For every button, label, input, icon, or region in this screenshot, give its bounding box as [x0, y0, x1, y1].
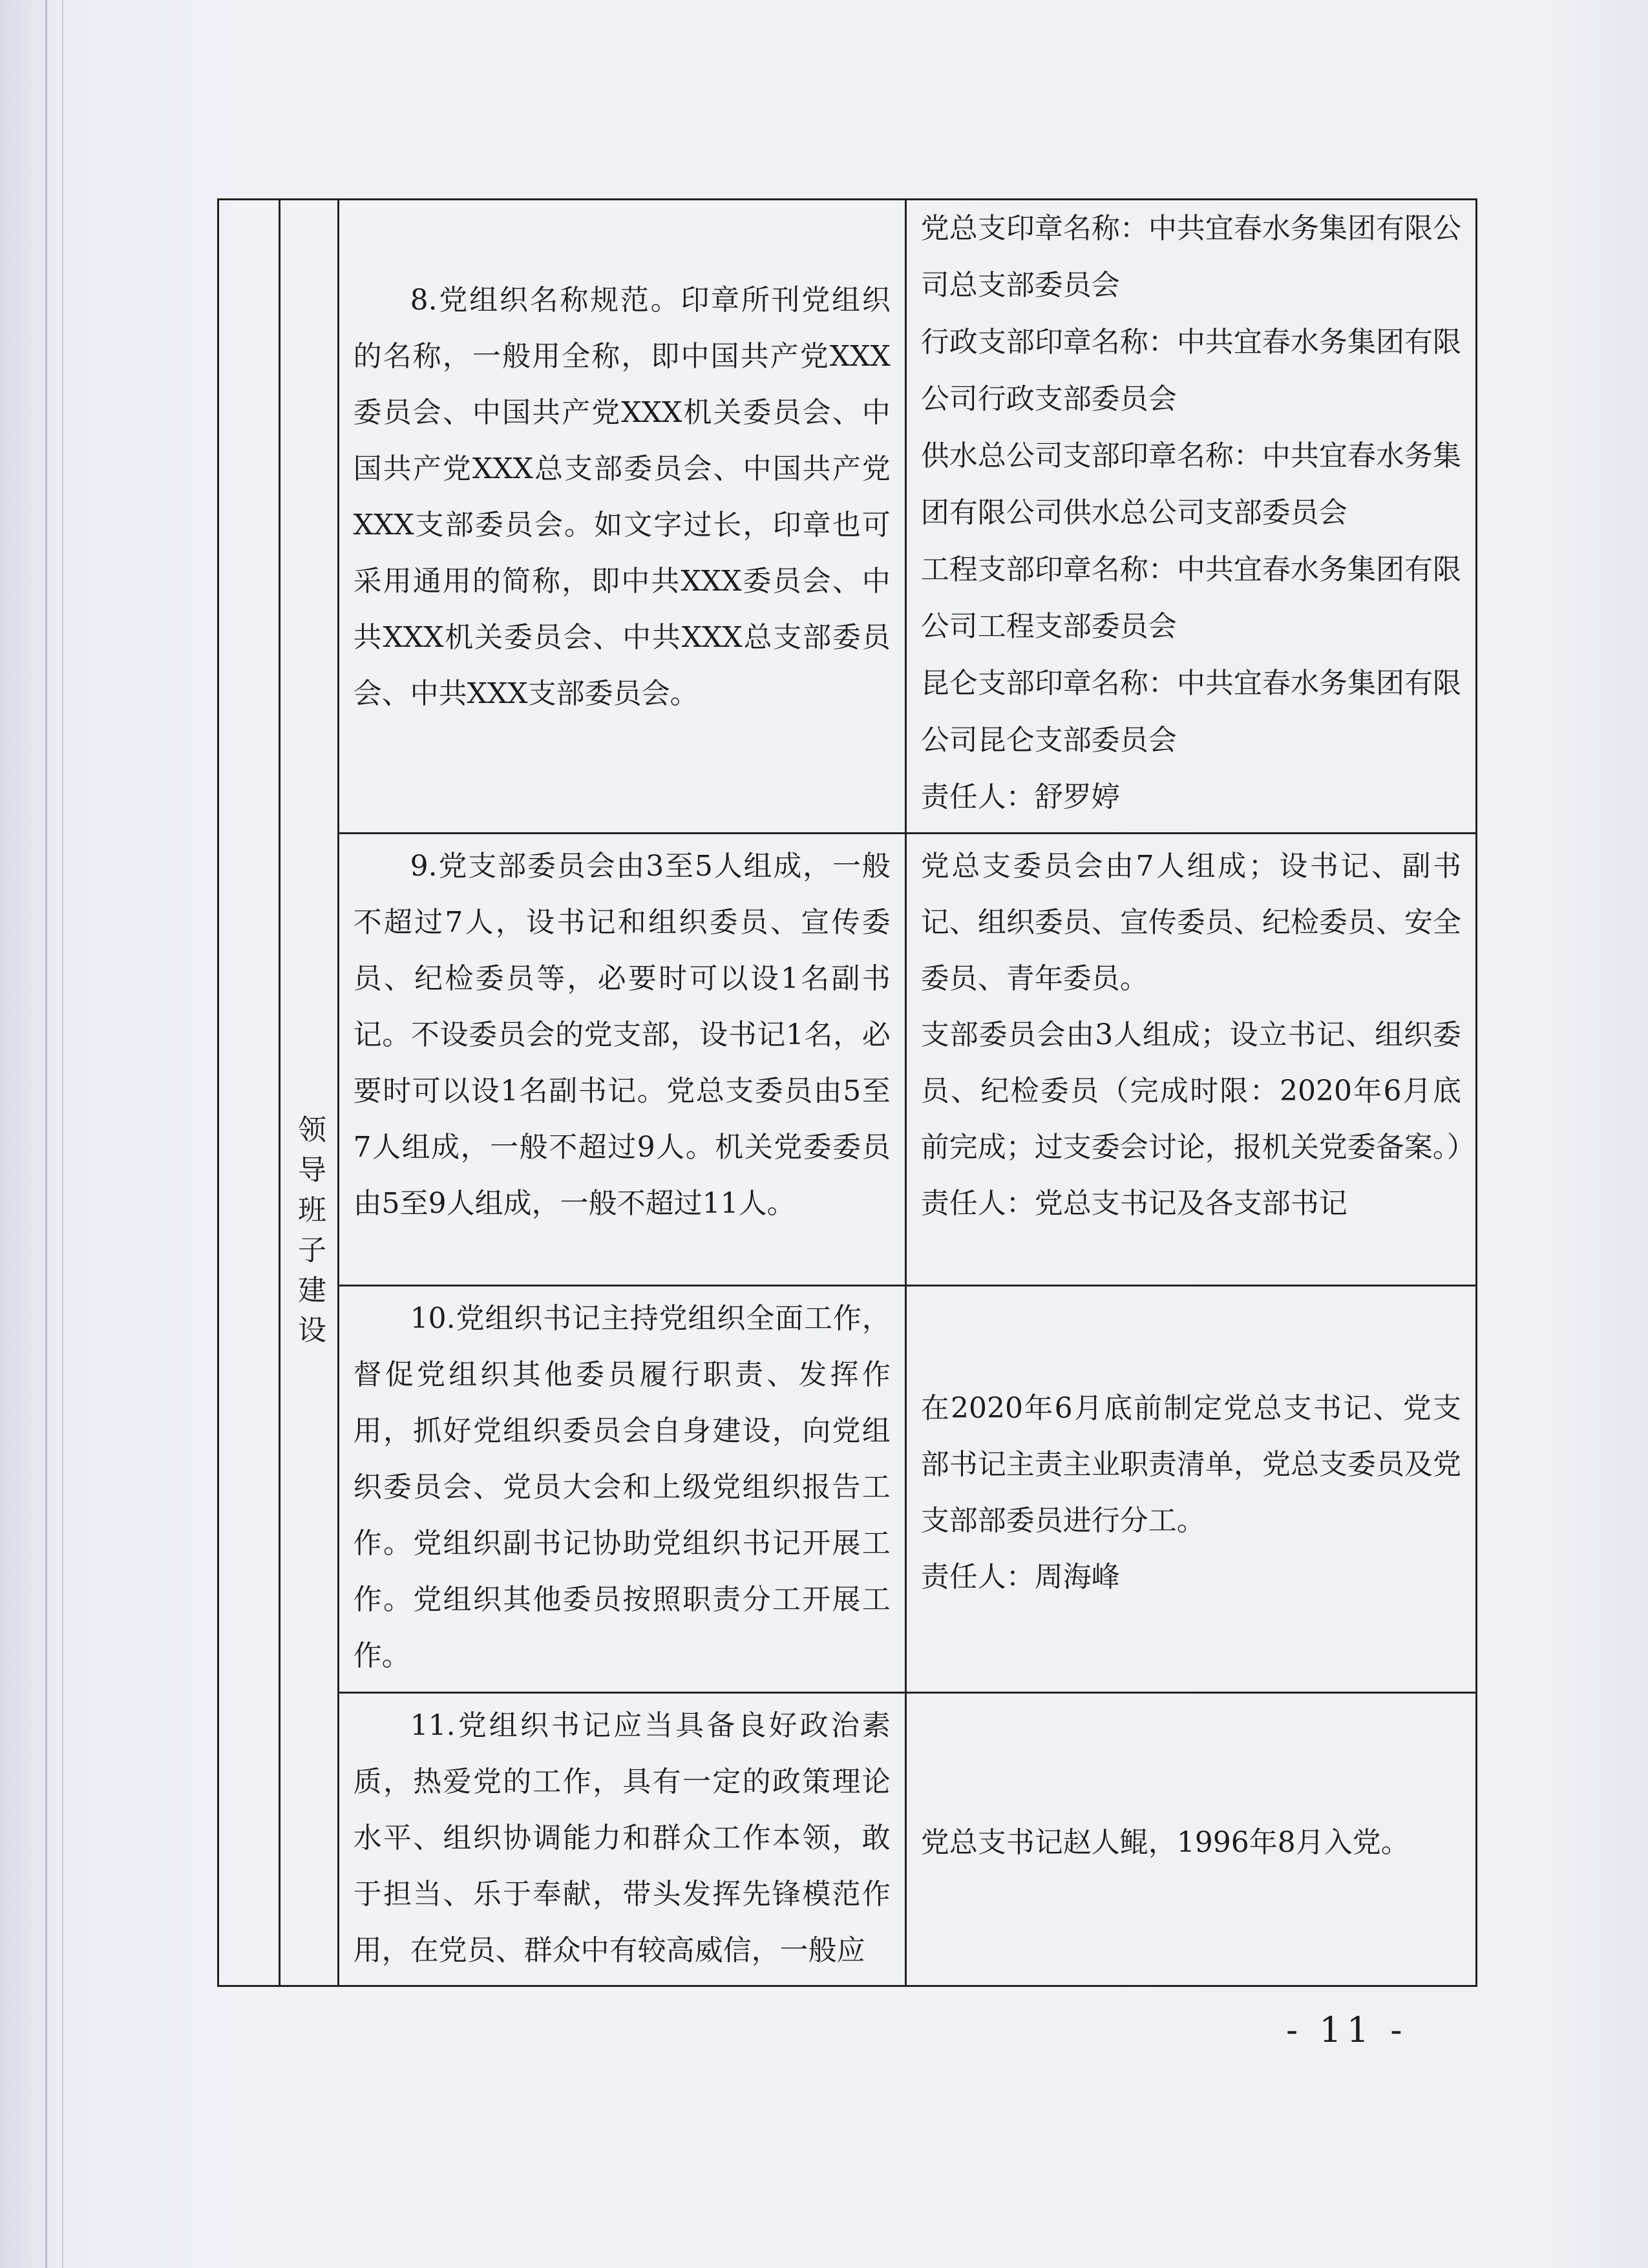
responsible-person: 责任人：周海峰	[920, 1560, 1120, 1593]
section-label-cell	[280, 200, 338, 1986]
requirement-text: 11.党组织书记应当具备良好政治素质，热爱党的工作，具有一定的政策理论水平、组织协调能力和群众工作本领，敢于担当、乐于奉献，带头发挥先锋模范作用，在党员、群众中有较高威信，一般应	[353, 1709, 891, 1967]
table-row	[218, 1693, 1477, 1986]
requirement-cell	[338, 1693, 905, 1986]
table-row	[218, 200, 1477, 834]
page-number: - 11 -	[1286, 2010, 1408, 2050]
section-label: 领导班子建设	[292, 1115, 326, 1355]
measure-text: 支部委员会由3人组成；设立书记、组织委员、纪检委员（完成时限：2020年6月底前完成；过支委会讨论，报机关党委备案。）	[920, 1018, 1475, 1164]
requirement-text: 9.党支部委员会由3至5人组成，一般不超过7人，设书记和组织委员、宣传委员、纪检委员等，必要时可以设1名副书记。不设委员会的党支部，设书记1名，必要时可以设1名副书记。党总支委员由5至7人组成，一般不超过9人。机关党委委员由5至9人组成，一般不超过11人。	[353, 850, 891, 1220]
measure-cell	[905, 200, 1476, 834]
binding-line	[45, 0, 47, 2268]
measure-text: 供水总公司支部印章名称：中共宜春水务集团有限公司供水总公司支部委员会	[920, 439, 1461, 529]
responsible-person: 责任人：党总支书记及各支部书记	[920, 1187, 1347, 1220]
requirement-text: 10.党组织书记主持党组织全面工作，督促党组织其他委员履行职责、发挥作用，抓好党组织委员会自身建设，向党组织委员会、党员大会和上级党组织报告工作。党组织副书记协助党组织书记开展工作。党组织其他委员按照职责分工开展工作。	[353, 1302, 891, 1672]
measure-text: 党总支书记赵人鲲，1996年8月入党。	[920, 1826, 1410, 1859]
measure-text: 昆仑支部印章名称：中共宜春水务集团有限公司昆仑支部委员会	[920, 667, 1461, 757]
requirement-cell	[338, 834, 905, 1286]
requirement-cell	[338, 200, 905, 834]
measure-text: 党总支委员会由7人组成；设书记、副书记、组织委员、宣传委员、纪检委员、安全委员、青年委员。	[920, 850, 1461, 995]
table-row	[218, 834, 1477, 1286]
requirement-cell	[338, 1286, 905, 1693]
measure-cell	[905, 834, 1476, 1286]
measure-text: 行政支部印章名称：中共宜春水务集团有限公司行政支部委员会	[920, 326, 1461, 415]
measure-text: 党总支印章名称：中共宜春水务集团有限公司总支部委员会	[920, 212, 1461, 302]
measure-text: 工程支部印章名称：中共宜春水务集团有限公司工程支部委员会	[920, 553, 1461, 643]
outer-category-cell	[218, 200, 280, 1986]
responsible-person: 责任人：舒罗婷	[920, 781, 1120, 814]
requirement-text: 8.党组织名称规范。印章所刊党组织的名称，一般用全称，即中国共产党XXX委员会、中国共产党XXX机关委员会、中国共产党XXX总支部委员会、中国共产党XXX支部委员会。如文字过长，印章也可采用通用的简称，即中共XXX委员会、中共XXX机关委员会、中共XXX总支部委员会、中共XXX支部委员会。	[353, 284, 891, 710]
measure-text: 在2020年6月底前制定党总支书记、党支部书记主责主业职责清单，党总支委员及党支部部委员进行分工。	[920, 1391, 1461, 1537]
measure-cell	[905, 1286, 1476, 1693]
requirements-table	[217, 198, 1477, 1987]
table-row	[218, 1286, 1477, 1693]
measure-cell	[905, 1693, 1476, 1986]
binding-line	[62, 0, 63, 2268]
